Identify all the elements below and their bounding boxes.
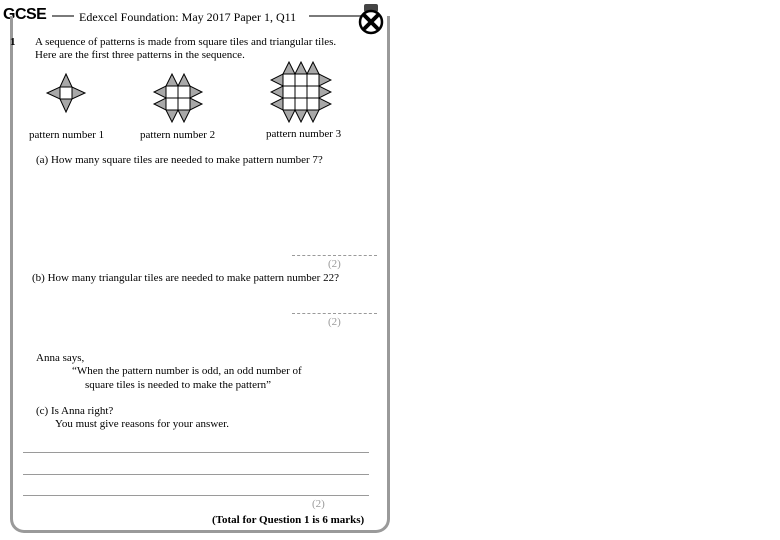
anna-quote-line-1: “When the pattern number is odd, an odd number of (72, 365, 302, 377)
part-a-answer-line[interactable] (292, 255, 377, 256)
brand-logo: GCSE (3, 6, 47, 23)
part-c-marks: (2) (312, 498, 325, 510)
triangle-tile (60, 99, 72, 112)
anna-says: Anna says, (36, 352, 85, 364)
part-b-marks: (2) (328, 316, 341, 328)
question-number: 1 (10, 36, 16, 48)
pattern-1-figure (45, 72, 87, 114)
triangle-tile (60, 74, 72, 87)
pattern-2-figure (152, 72, 204, 124)
pattern-2-label: pattern number 2 (140, 129, 216, 141)
anna-quote-line-2: square tiles is needed to make the pattern” (85, 379, 272, 391)
total-marks: (Total for Question 1 is 6 marks) (212, 514, 365, 526)
square-tile (60, 87, 72, 99)
part-b-answer-line[interactable] (292, 313, 377, 314)
intro-line-1: A sequence of patterns is made from square tiles and triangular tiles. (35, 36, 337, 48)
part-a-question: (a) How many square tiles are needed to make pattern number 7? (36, 154, 323, 166)
pattern-3-label: pattern number 3 (266, 128, 342, 140)
answer-line-1[interactable] (23, 452, 369, 453)
answer-line-2[interactable] (23, 474, 369, 475)
part-c-instruction: You must give reasons for your answer. (55, 418, 229, 430)
pattern-1-label: pattern number 1 (29, 129, 105, 141)
page-title: Edexcel Foundation: May 2017 Paper 1, Q11 (79, 10, 297, 24)
part-b-question: (b) How many triangular tiles are needed to make pattern number 22? (32, 272, 339, 284)
triangle-tile (72, 87, 85, 99)
intro-line-2: Here are the first three patterns in the sequence. (35, 49, 245, 61)
pattern-3-figure (270, 61, 332, 123)
answer-line-3[interactable] (23, 495, 369, 496)
triangle-tile (47, 87, 60, 99)
part-a-marks: (2) (328, 258, 341, 270)
part-c-question: (c) Is Anna right? (36, 405, 114, 417)
